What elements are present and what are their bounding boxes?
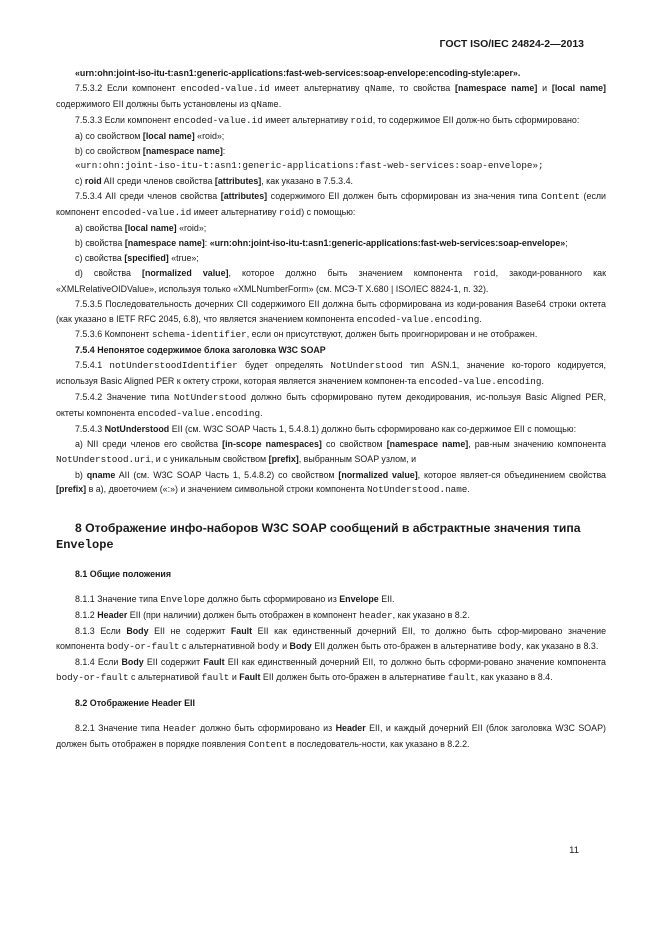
code: encoded-value.encoding	[356, 313, 480, 325]
text: со свойством	[325, 438, 383, 449]
text: имеет альтернативу	[193, 207, 277, 218]
text: Если	[97, 656, 119, 667]
clause-number: 8.1.4	[75, 656, 95, 667]
bold-term: [local name]	[124, 223, 177, 234]
text: в а), двоеточием («:») и значением символьной строки компонента	[88, 484, 365, 495]
text: Если компонент	[106, 82, 176, 93]
list-item-b	[56, 236, 606, 251]
code: roid	[473, 267, 496, 279]
text: Значение типа	[98, 722, 160, 733]
text: (если компонент	[56, 191, 607, 218]
text: должно быть сформировано путем декодирования, ис-пользуя Basic Aligned PER, октеты компонента	[56, 392, 607, 418]
code: Header	[163, 722, 197, 734]
code: NotUnderstood.uri	[56, 453, 151, 465]
text: с) свойства	[75, 252, 122, 263]
bold-term: [namespace name]	[124, 237, 205, 248]
text: .	[467, 484, 470, 495]
bold-term: Header	[97, 610, 128, 621]
text: , закоди-рованного как «XMLRelativeOIDValue», используя только «XMLNumberForm» (см. МСЭ-Т X.680 | ISO/IEC 8824-1, п. 32).	[56, 267, 606, 294]
text: EII должен быть ото-бражен в альтернативе	[262, 671, 446, 682]
paragraph-7-5-4-1	[56, 358, 606, 390]
bold-term: Header	[335, 722, 366, 733]
text: Последовательность дочерних CII содержимого EII должна быть сформирована из коди-рования Base64 строки октета (как указано в IETF RFC 2045, 6.8), что является значением компонента	[56, 298, 606, 324]
text: будет определять	[244, 360, 324, 371]
namespace-uri-line	[56, 158, 606, 174]
bold-term: roid	[84, 176, 102, 187]
clause-number: 8.1.1	[75, 594, 95, 605]
text: , и с уникальным свойством	[150, 453, 267, 464]
paragraph-7-5-3-6	[56, 327, 606, 343]
bold-term: Envelope	[339, 594, 379, 605]
text: , рав-ным значению компонента	[468, 438, 607, 449]
code: encoded-value.encoding	[137, 407, 261, 419]
text: , как указано в 8.3.	[521, 641, 599, 651]
paragraph-8-1-2	[56, 608, 606, 624]
code: encoded-value.id	[180, 82, 270, 94]
bold-term: [local name]	[551, 82, 606, 93]
code: fault	[447, 671, 476, 683]
paragraph-7-5-4-2	[56, 390, 606, 422]
list-item-a	[56, 129, 606, 144]
code: NotUnderstood	[173, 392, 247, 404]
text: EII, и каждый дочерний EII (блок заголовка W3C SOAP) должен быть отображен в порядке появления	[56, 722, 606, 749]
code: «urn:ohn:joint-iso-itu-t:asn1:generic-applications:fast-web-services:soap-envelope»;	[75, 160, 544, 172]
bold-term: Fault	[203, 656, 225, 667]
bold-term: [attributes]	[214, 176, 262, 187]
text: в последователь-ности, как указано в 8.2.2.	[289, 738, 470, 749]
text: EII должен быть ото-бражен в альтернативе	[314, 641, 497, 651]
text: Если	[100, 626, 121, 637]
text: «true»;	[171, 252, 199, 263]
paragraph-7-5-3-5	[56, 297, 606, 328]
bold-term: [in-scope namespaces]	[222, 438, 322, 449]
bold-term: Fault	[239, 671, 261, 682]
text: и	[542, 82, 548, 93]
text: содержимого EII должен быть сформирован из зна-чения типа	[270, 191, 538, 202]
code: encoded-value.id	[173, 114, 263, 126]
text: AII среди членов свойства	[105, 191, 218, 202]
page-number: 11	[569, 845, 579, 856]
text: и	[231, 671, 237, 682]
code: Envelope	[160, 594, 205, 606]
code: fault	[201, 671, 230, 683]
text: должно быть сформировано из	[207, 594, 337, 605]
text: с альтернативной	[181, 641, 255, 651]
bold-term: qname	[86, 469, 116, 480]
paragraph-8-2-1	[56, 721, 606, 753]
clause-number: 7.5.4.1	[75, 360, 103, 371]
clause-number: 7.5.3.2	[75, 82, 103, 93]
text: с альтернативой	[131, 671, 199, 682]
text: EII (см. W3C SOAP Часть 1, 5.4.8.1) должно быть сформировано как со-держимое EII с помощью:	[171, 423, 577, 434]
text: , как указано в 8.2.	[392, 610, 470, 621]
bold-term: [attributes]	[220, 191, 268, 202]
paragraph-7-5-4-3	[56, 422, 606, 437]
heading-text: 8 Отображение инфо-наборов W3C SOAP сообщений в абстрактные значения типа	[75, 521, 581, 536]
code: Content	[248, 738, 288, 750]
bold-term: [prefix]	[56, 484, 87, 495]
text: .	[479, 313, 482, 324]
code: encoded-value.id	[102, 207, 192, 219]
text: , которое являет-ся объединением свойства	[417, 469, 606, 480]
code: roid	[350, 114, 373, 126]
bold-term: [normalized value]	[338, 469, 418, 480]
paragraph-7-5-3-4	[56, 189, 606, 221]
text: Компонент	[104, 329, 150, 340]
text: , как указано в 8.4.	[475, 671, 553, 682]
text: EII содержит	[146, 656, 201, 667]
text: ) с помощью:	[301, 207, 356, 218]
list-item-b	[56, 468, 606, 499]
bold-term: [prefix]	[268, 453, 299, 464]
text: Значение типа	[97, 594, 158, 605]
text: «roid»;	[197, 130, 225, 141]
code: body-or-fault	[106, 641, 180, 652]
bold-term: «urn:ohn:joint-iso-itu-t:asn1:generic-applications:fast-web-services:soap-envelope»	[209, 237, 566, 248]
list-item-c	[56, 251, 606, 266]
text: EII.	[381, 594, 395, 605]
list-item-a	[56, 221, 606, 236]
text: имеет альтернативу	[265, 114, 348, 125]
document-header: ГОСТ ISO/IEC 24824-2—2013	[439, 38, 584, 50]
code: NotUnderstood	[330, 360, 403, 372]
text: имеет альтернативу	[274, 82, 360, 93]
text: b) свойства	[75, 237, 123, 248]
text: EII (при наличии) должен быть отображен в компонент	[129, 610, 357, 621]
heading-code: Envelope	[56, 538, 114, 553]
paragraph-7-5-3-2	[56, 81, 606, 113]
paragraph-8-1-1	[56, 592, 606, 608]
text: EII как единственный дочерний EII, то должно быть сфор-мировано значение компонента	[56, 626, 607, 651]
clause-number: 8.2.1	[75, 722, 95, 733]
section-7-5-4-heading: 7.5.4 Непонятое содержимое блока заголовка W3C SOAP	[75, 345, 326, 356]
clause-number: 7.5.3.5	[75, 298, 103, 309]
text: Значение типа	[106, 392, 170, 403]
bold-term: [namespace name]	[386, 438, 469, 449]
text: b)	[75, 469, 83, 480]
bold-term: Body	[121, 656, 144, 667]
code: body	[257, 641, 280, 652]
list-item-c	[56, 174, 606, 189]
bold-term: [namespace name]	[455, 82, 538, 93]
clause-number: 7.5.3.4	[75, 191, 103, 202]
paragraph-7-5-3-1-uri: «urn:ohn:joint-iso-itu-t:asn1:generic-applications:fast-web-services:soap-envelope:encoding-style:aper».	[75, 68, 521, 78]
text: AII (см. W3C SOAP Часть 1, 5.4.8.2) со свойством	[118, 469, 335, 480]
bold-term: [specified]	[124, 252, 169, 263]
paragraph-8-1-4	[56, 655, 606, 686]
code: qName	[364, 82, 393, 94]
text: а) NII среди членов его свойства	[75, 438, 219, 449]
text: :	[204, 237, 208, 248]
text: .	[278, 98, 282, 109]
bold-term: Body	[126, 626, 149, 637]
text: , если он присутствуют, должен быть проигнорирован и не отображен.	[246, 329, 538, 340]
text: EII не содержит	[154, 626, 226, 637]
clause-number: 8.1.2	[75, 610, 95, 621]
text: содержимого EII должны быть установлены из	[56, 98, 249, 109]
bold-term: NotUnderstood	[104, 423, 170, 434]
bold-term: Body	[289, 641, 312, 651]
text: а) со свойством	[75, 130, 141, 141]
text: , которое должно быть значением компонента	[228, 267, 463, 278]
section-8-heading	[56, 520, 606, 553]
clause-number: 7.5.3.6	[75, 329, 103, 340]
text: «roid»;	[179, 223, 207, 234]
bold-term: Fault	[230, 626, 253, 637]
list-item-a	[56, 437, 606, 468]
code: Content	[540, 191, 580, 203]
code: encoded-value.encoding	[418, 376, 542, 388]
text: b) со свойством	[75, 145, 141, 156]
text: должно быть сформировано из	[199, 722, 333, 733]
paragraph-8-1-3	[56, 624, 606, 655]
text: , то содержимое EII долж-но быть сформировано:	[372, 114, 580, 125]
section-8-1-heading: 8.1 Общие положения	[75, 569, 172, 580]
code: header	[359, 610, 393, 622]
text: , выбранным SOAP узлом, и	[298, 453, 417, 464]
section-8-2-heading: 8.2 Отображение Header EII	[75, 697, 195, 708]
clause-number: 8.1.3	[75, 626, 95, 637]
text: .	[541, 376, 544, 387]
text: d) свойства	[75, 267, 131, 278]
text: , как указано в 7.5.3.4.	[261, 176, 353, 187]
code: NotUnderstood.name	[366, 484, 468, 496]
text: и	[282, 641, 288, 651]
code: notUnderstoodIdentifier	[109, 360, 238, 372]
text: с)	[75, 176, 83, 187]
text: :	[222, 145, 226, 156]
text: тип ASN.1, значение ко-торого кодируется, используя Basic Aligned PER к октету строки, которая является значением компонен-та	[56, 360, 607, 387]
text: ;	[565, 237, 568, 248]
clause-number: 7.5.4.3	[75, 423, 103, 434]
code: body	[499, 641, 522, 652]
paragraph-7-5-3-3	[56, 113, 606, 129]
text: Если компонент	[104, 114, 172, 125]
text: , то свойства	[392, 82, 451, 93]
bold-term: [normalized value]	[141, 267, 229, 278]
clause-number: 7.5.4.2	[75, 392, 103, 403]
bold-term: [local name]	[142, 130, 195, 141]
code: body-or-fault	[56, 671, 129, 683]
text: а) свойства	[75, 223, 123, 234]
text: .	[260, 407, 263, 418]
document-body	[56, 66, 606, 752]
code: roid	[278, 207, 302, 219]
list-item-b	[56, 144, 606, 159]
list-item-d	[56, 266, 606, 297]
code: schema-identifier	[151, 329, 247, 341]
code: qName	[250, 98, 279, 110]
text: AII среди членов свойства	[103, 176, 213, 187]
clause-number: 7.5.3.3	[75, 114, 103, 125]
bold-term: [namespace name]	[142, 145, 223, 156]
text: EII как единственный дочерний EII, то должно быть сформи-ровано значение компонента	[227, 656, 606, 667]
